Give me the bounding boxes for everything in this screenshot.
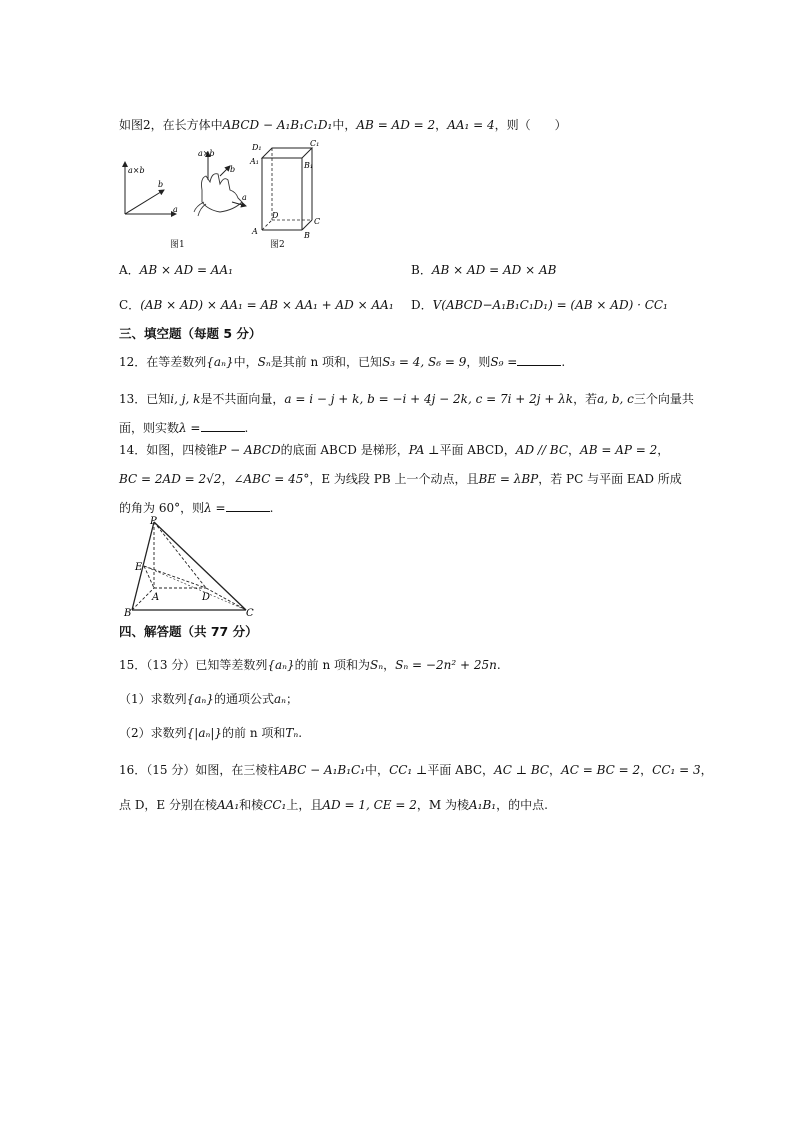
question-12: 12．在等差数列{aₙ}中，Sₙ是其前 n 项和，已知S₃ = 4, S₆ = 9，则S₉ = . — [119, 355, 566, 369]
option-d[interactable]: D．V(ABCD−A₁B₁C₁D₁) = (AB × AD) · CC₁ — [411, 298, 668, 312]
option-c[interactable]: C．(AB × AD) × AA₁ = AB × AA₁ + AD × AA₁ — [119, 298, 394, 312]
option-b[interactable]: B．AB × AD = AD × AB — [411, 263, 557, 277]
question-13-line-1: 13．已知i, j, k是不共面向量，a = i − j + k, b = −i + 4j − 2k, c = 7i + 2j + λk，若a, b, c三个向量共 — [119, 392, 694, 406]
q11-stem: 如图2，在长方体中ABCD − A₁B₁C₁D₁中，AB = AD = 2，AA₁ = 4，则（ ） — [119, 118, 567, 132]
option-a[interactable]: A．AB × AD = AA₁ — [119, 263, 233, 277]
svg-text:A: A — [152, 592, 160, 603]
section-fill-in-header: 三、填空题（每题 5 分） — [119, 326, 262, 341]
figure-1-cross-product-axes — [118, 150, 188, 220]
fig2-caption: 图2 — [270, 240, 285, 250]
question-15-part-2: （2）求数列{|aₙ|}的前 n 项和Tₙ. — [119, 726, 303, 740]
answer-blank-13[interactable] — [201, 419, 245, 432]
svg-text:a: a — [242, 193, 247, 202]
svg-text:D₁: D₁ — [252, 143, 262, 152]
svg-text:D: D — [202, 592, 211, 603]
svg-text:b: b — [230, 165, 236, 174]
svg-text:C₁: C₁ — [310, 140, 320, 148]
svg-text:E: E — [135, 562, 143, 573]
b-vector — [125, 190, 164, 214]
answer-blank-14[interactable] — [226, 499, 270, 512]
svg-text:C: C — [314, 217, 321, 226]
svg-text:B: B — [304, 231, 310, 240]
q11-solid: ABCD − A₁B₁C₁D₁ — [222, 118, 333, 132]
question-16-line-1: 16．（15 分）如图，在三棱柱ABC − A₁B₁C₁中，CC₁ ⊥平面 ABC，AC ⊥ BC，AC = BC = 2，CC₁ = 3， — [119, 763, 713, 777]
answer-blank-12[interactable] — [517, 353, 561, 366]
question-14-line-1: 14．如图，四棱锥P − ABCD的底面 ABCD 是梯形，PA ⊥平面 ABCD，AD // BC，AB = AP = 2， — [119, 443, 670, 457]
label-b: b — [158, 180, 164, 189]
question-13-line-2: 面，则实数λ = . — [119, 421, 249, 435]
right-hand-rule-illustration — [190, 146, 252, 222]
label-a: a — [173, 205, 178, 214]
section-answer-header: 四、解答题（共 77 分） — [119, 624, 258, 639]
question-16-line-2: 点 D，E 分别在棱AA₁和棱CC₁上，且AD = 1, CE = 2，M 为棱A₁B₁，的中点. — [119, 798, 548, 812]
question-15: 15．（13 分）已知等差数列{aₙ}的前 n 项和为Sₙ，Sₙ = −2n² + 25n. — [119, 658, 501, 672]
svg-text:P: P — [150, 516, 157, 527]
question-14-line-2: BC = 2AD = 2√2，∠ABC = 45°，E 为线段 PB 上一个动点，且BE = λBP，若 PC 与平面 EAD 所成 — [119, 472, 682, 486]
question-14-line-3: 的角为 60°，则λ = . — [119, 501, 274, 515]
question-15-part-1: （1）求数列{aₙ}的通项公式aₙ； — [119, 692, 298, 706]
svg-text:A: A — [252, 227, 258, 236]
svg-text:C: C — [246, 608, 254, 619]
fig1-caption: 图1 — [170, 240, 185, 250]
svg-text:A₁: A₁ — [250, 157, 259, 166]
pyramid-figure — [122, 514, 262, 620]
figure-2-cuboid — [248, 140, 324, 240]
svg-text:B₁: B₁ — [304, 161, 314, 170]
svg-text:D: D — [272, 211, 279, 220]
svg-text:a×b: a×b — [198, 149, 215, 158]
svg-text:B: B — [124, 608, 132, 619]
label-axb: a×b — [128, 166, 145, 175]
